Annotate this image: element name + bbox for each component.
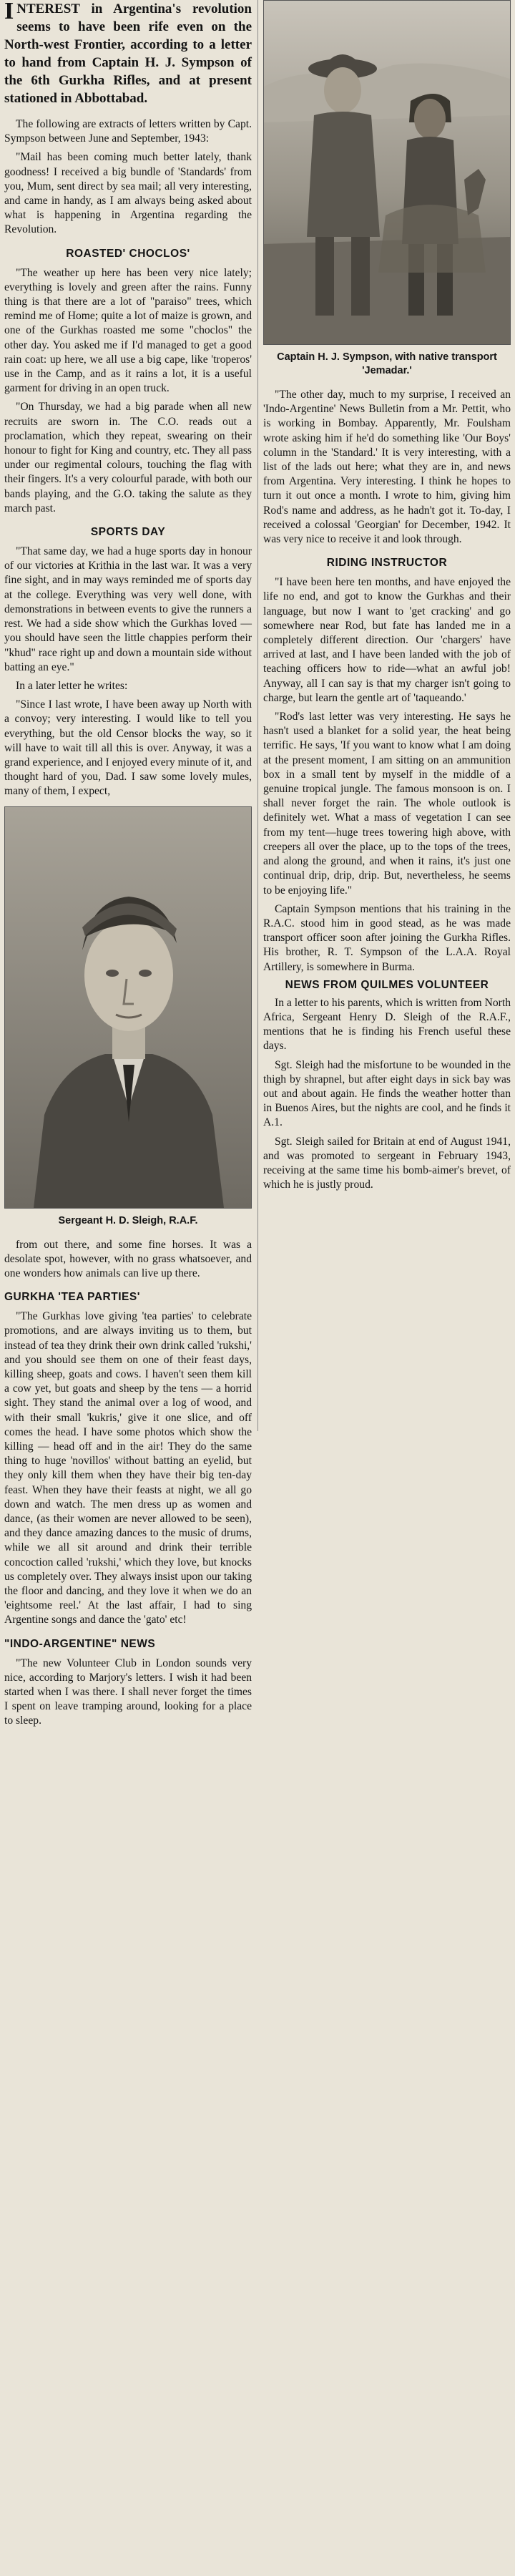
mentions-paragraph: Captain Sympson mentions that his training in the R.A.C. stood him in good stead, as he was made transport officer soon after joining the Gurkha Rifles. His brother, R. T. Sympson of the L.A.A. Royal Artillery, is somewhere in Burma.: [263, 902, 511, 973]
sleigh-photo: [4, 806, 252, 1209]
heading-riding-instructor: RIDING INSTRUCTOR: [326, 557, 448, 570]
sailed-paragraph: Sgt. Sleigh sailed for Britain at end of August 1941, and was promoted to sergeant in February 1943, receiving at the same time his bomb-aimer's brevet, of which he is justly proud.: [263, 1135, 511, 1191]
thursday-paragraph: "On Thursday, we had a big parade when all new recruits are sworn in. The C.O. reads out a proclamation, which they repeat, swearing on their honour to fight for King and country, etc. They all pass under our regimental colours, touching the flag with their fingers. It's a very colourful parade, with both our bands playing, and the G.O. taking the salute as they march past.: [4, 401, 252, 514]
sympson-jemadar-image: [264, 1, 511, 344]
heading-gurkha-tea-parties: GURKHA 'TEA PARTIES': [4, 1291, 140, 1304]
quilmes-paragraph: In a letter to his parents, which is written from North Africa, Sergeant Henry D. Sleigh of the R.A.F., mentions that he is finding his French useful these days.: [263, 996, 511, 1053]
left-column: [4, 0, 252, 2576]
sports-paragraph: "That same day, we had a huge sports day in honour of our victories at Krithia in the last war. It was a very fine sight, and in may ways reminded me of sports day at the college. Everything was very well done, with demonstrations in between events to give the runners a rest. We had a side show which the Gurkhas loved — you should have seen the little chappies perform their "khud" race right up and down a mountain side without batting an eye.": [4, 545, 252, 673]
heading-sports-day: SPORTS DAY: [90, 526, 166, 539]
heading-roasted-choclos: ROASTED' CHOCLOS': [66, 247, 190, 260]
sleigh-caption: Sergeant H. D. Sleigh, R.A.F.: [58, 1214, 198, 1226]
intro-paragraph: The following are extracts of letters written by Capt. Sympson between June and September, 1943:: [4, 118, 252, 145]
sleigh-wound-paragraph: Sgt. Sleigh had the misfortune to be wounded in the thigh by shrapnel, but after eight days in sick bay was out and about again. He finds the weather hotter than in Buenos Aires, but the nights are cool, and he finds it A.1.: [263, 1058, 511, 1129]
lead-text: NTEREST in Argentina's revolution seems to have been rife even on the North-west Frontier, according to a letter to hand from Captain H. J. Sympson of the 6th Gurkha Rifles, and at present stationed in Abbottabad.: [4, 1, 252, 106]
heading-indo-argentine-news: "INDO-ARGENTINE" NEWS: [4, 1637, 156, 1650]
sympson-caption: Captain H. J. Sympson, with native transport 'Jemadar.': [277, 351, 497, 376]
mail-paragraph: "Mail has been coming much better lately, thank goodness! I received a big bundle of 'Standards' from you, Mum, sent direct by sea mail; all very interesting, and came in handy, as I am always being asked about what is happening in Argentina regarding the Revolution.: [4, 151, 252, 236]
news-paragraph: "The new Volunteer Club in London sounds very nice, according to Marjory's letters. I wish it had been started when I was there. I shall never forget the times I spent on leave tramping around, looking for a place to sleep.: [4, 1657, 252, 1727]
weather-paragraph: "The weather up here has been very nice lately; everything is lovely and green after the rains. Funny thing is that there are a lot of "paraiso" trees, which remind me of Home; quite a lot of maize is grown, and one of the Gurkhas roasted me some "choclos" the other day. You asked me if I'd managed to get a good rain coat: up here, we all use a big cape, like 'troperos' use in the Camp, and as it rains a lot, it is a useful garment for driving in an open truck.: [4, 266, 252, 395]
right-column: [263, 0, 511, 1431]
convoy-paragraph: "Since I last wrote, I have been away up North with a convoy; very interesting. I would like to tell you everything, but the old Censor blocks the way, so it will have to wait till all this is over. Anyway, it was a grand experience, and I enjoyed every minute of it, and thought hard of you, Dad. I saw some lovely mules, many of them, I expect,: [4, 698, 252, 798]
horses-paragraph: from out there, and some fine horses. It was a desolate spot, however, with no grass whatsoever, and one wonders how animals can live up there.: [4, 1238, 252, 1279]
gurkha-paragraph: "The Gurkhas love giving 'tea parties' to celebrate promotions, and are always inviting us to them, but instead of tea they drink their own drink called 'rukshi,' and you should see them on one of their feast days, killing sheep, goats and cows. I haven't seen them kill a cow yet, but goats and sheep by the tens — a horrid sight. They stand the animal over a log of wood, and with their small 'kukris,' give it one slice, and off comes the head. I have some photos which show the killing — head off and in the air! They do the same thing to huge 'novillos' without batting an eyelid, but they only kill them when they have their big ten-day feast. When they have their feasts at night, we all go down and watch. The men dress up as women and dance, (as their women are never allowed to be seen), and they dance amazing dances to the music of drums, while we all sit around and drink their terrible concoction called 'rukshi,' which they love, but knocks us completely over. They always insist upon our taking the floor and dancing, and they love it when we do an 'eightsome reel.' At the last affair, I had to sing Argentine songs and dance the 'gato' etc!: [4, 1310, 252, 1626]
heading-news-from-quilmes: NEWS FROM QUILMES VOLUNTEER: [285, 978, 489, 991]
later-letter-paragraph: In a later letter he writes:: [16, 679, 128, 692]
rod-paragraph: "Rod's last letter was very interesting. He says he hasn't used a blanket for a solid year, the heat being terrific. He says, 'If you want to know what I am doing at the present moment, I am sitting on an ammunition box in a small tent by myself in the middle of a genuine tropical jungle. The famous monsoon is on. I shall never forget the rain. The whole outlook is definitely wet. What a mass of vegetation I can see from my tent—huge trees towering high above, with creepers all over the place, up to the tops of the trees, and along the ground, and when it rains, it's just one continual drip, drip, drip. But, nevertheless, he seems to be enjoying life.": [263, 711, 511, 897]
drop-cap: I: [4, 0, 14, 24]
sympson-photo: [263, 0, 511, 345]
other-day-paragraph: "The other day, much to my surprise, I received an 'Indo-Argentine' News Bulletin from a Mr. Pettit, who is working in Bombay. Apparently, Mr. Foulsham wrote asking him if he'd do something like 'Our Boys' column in the 'Standard.' It is very interesting, with a list of the lads out here; what they are in, and news from Argentina. Very interesting. I think he hopes to turn it out once a month. I wrote to him, giving him Rod's name and address, as he hadn't got it. To-day, I received a colossal 'Georgian' for December, 1942. It was very nice to receive it and look through.: [263, 389, 511, 546]
sleigh-portrait-image: [5, 807, 252, 1208]
lead-paragraph: [4, 0, 252, 107]
riding-paragraph: "I have been here ten months, and have enjoyed the life no end, and got to know the Gurkhas and their language, but now I want to 'get cracking' and go somewhere near Rod, but fate has landed me in a completely different direction. Our 'chargers' have arrived at last, and I have been landed with the job of teaching officers how to ride—what an awful job! Anyway, all I can say is that my charger isn't going to charge, but learn the gentle art of 'taqueando.': [263, 576, 511, 704]
